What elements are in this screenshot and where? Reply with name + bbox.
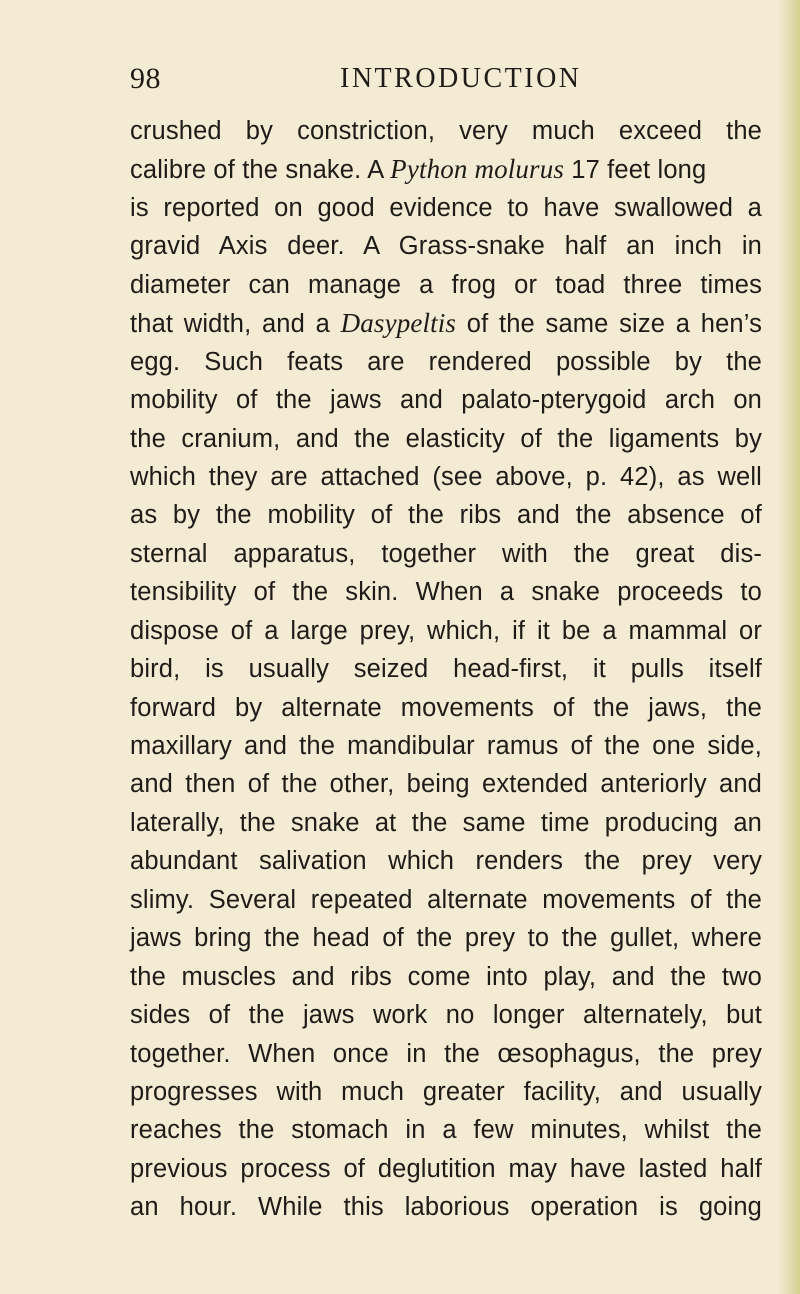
text-line: an hour. While this laborious operation is going <box>130 1193 762 1222</box>
text-line: calibre of the snake. A Python molurus 17 feet long <box>130 154 707 185</box>
text-line: sternal apparatus, together with the great dis- <box>130 539 762 568</box>
text-line: maxillary and the mandibular ramus of the one side, <box>130 732 762 760</box>
text-line: gravid Axis deer. A Grass-snake half an inch in <box>130 232 762 261</box>
text-line: previous process of deglutition may have lasted half <box>130 1154 762 1183</box>
text-line: tensibility of the skin. When a snake proceeds to <box>130 578 762 607</box>
text-line: progresses with much greater facility, and usually <box>130 1077 762 1106</box>
text-line: mobility of the jaws and palato-pterygoid arch on <box>130 386 762 415</box>
text-line: together. When once in the œsophagus, the prey <box>130 1039 762 1068</box>
page-header <box>130 64 760 104</box>
text-line: and then of the other, being extended anteriorly and <box>130 770 762 799</box>
text-line: as by the mobility of the ribs and the absence of <box>130 501 762 530</box>
text-line: crushed by constriction, very much exceed the <box>130 117 762 145</box>
text-line: bird, is usually seized head-first, it pulls itself <box>130 655 762 684</box>
page-edge-shading <box>778 0 800 1294</box>
text-line: egg. Such feats are rendered possible by the <box>130 347 762 376</box>
text-line: is reported on good evidence to have swallowed a <box>130 193 762 222</box>
text-line: abundant salivation which renders the prey very <box>130 847 762 876</box>
body-text <box>130 112 762 1227</box>
text-line: reaches the stomach in a few minutes, whilst the <box>130 1116 762 1145</box>
italic-genus-name: Dasypeltis <box>340 308 457 339</box>
text-line: the cranium, and the elasticity of the ligaments by <box>130 424 762 453</box>
text-line: jaws bring the head of the prey to the gullet, where <box>130 924 762 953</box>
italic-species-name: Python molurus <box>390 154 565 185</box>
text-line: laterally, the snake at the same time producing an <box>130 808 762 837</box>
text-line: the muscles and ribs come into play, and the two <box>130 962 762 991</box>
text-line: that width, and a Dasypeltis of the same size a hen’s <box>130 308 762 339</box>
page-number: 98 <box>130 62 161 95</box>
text-line: which they are attached (see above, p. 42), as well <box>130 462 762 491</box>
text-line: sides of the jaws work no longer alternately, but <box>130 1001 762 1030</box>
text-line: diameter can manage a frog or toad three times <box>130 270 762 299</box>
text-line: slimy. Several repeated alternate movements of the <box>130 885 762 914</box>
running-head: INTRODUCTION <box>340 63 582 94</box>
text-line: forward by alternate movements of the jaws, the <box>130 693 762 722</box>
text-line: dispose of a large prey, which, if it be a mammal or <box>130 616 762 645</box>
